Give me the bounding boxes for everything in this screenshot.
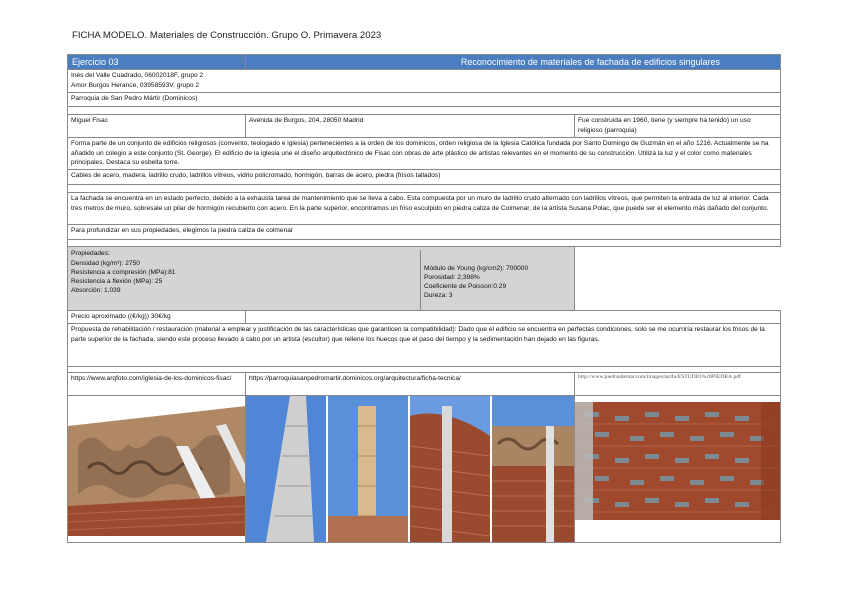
price: Precio aproximado ((€/kg)) 30€/kg: [68, 311, 246, 324]
brick-wall-image: [575, 402, 781, 520]
images-row: [68, 396, 781, 543]
properties-right: [424, 264, 528, 300]
construction-note: Fue construida en 1960, tiene (y siempre ha tenido) un uso religioso (parroquia): [575, 115, 781, 138]
materials-row: [68, 170, 781, 185]
proposal-row: [68, 324, 781, 367]
authors-row: [68, 70, 781, 93]
building-row: [68, 93, 781, 107]
page-title: FICHA MODELO. Materiales de Construcción. Grupo O. Primavera 2023: [72, 30, 382, 41]
properties-heading: Propiedades:: [71, 250, 110, 258]
prop-compression: Resistencia a compresión (MPa):81: [71, 268, 176, 276]
facade-row: [68, 193, 781, 225]
prop-flexion: Resistencia a flexión (MPa): 25: [71, 277, 163, 285]
spacer-row-3: [68, 240, 781, 247]
chosen-material-row: [68, 225, 781, 240]
price-row: [68, 311, 781, 324]
author-1: Inés del Valle Cuadrado, 06002018F, grupo 2: [71, 72, 204, 80]
frieze-image: [68, 406, 245, 536]
spacer-row: [68, 107, 781, 115]
description-row: [68, 138, 781, 170]
prop-hardness: Dureza: 3: [424, 292, 453, 300]
description: Forma parte de un conjunto de edificios religiosos (convento, teologado e iglesia) pertenecientes a la orden de los dominicos, orden religiosa de la Iglesia Católica fundada por Santo Domingo de Guzmán en el año 1216. Actualmente se ha añadido un colegio a este conjunto (St. George). El edificio de la iglesia une el diseño arquitectónico de Fisac con obras de arte plástico de artistas relevantes en el momento de su construcción. Utiliza la luz y el color como materiales principales. Destaca su esbelta torre.: [68, 138, 781, 170]
building-name: Parroquia de San Pedro Mártir (Dominicos): [68, 93, 781, 107]
tower-collage-image: [246, 396, 575, 542]
frieze-photo: [68, 406, 245, 536]
exercise-label: Ejercicio 03: [68, 55, 246, 70]
source-link-2[interactable]: https://parroquiasanpedromartir.dominicos.org/arquitectura/ficha-tecnica/: [249, 375, 461, 383]
header-row: [68, 55, 781, 70]
facade-description: La fachada se encuentra en un estado perfecto, debido a la exhausta tarea de mantenimiento que se lleva a cabo. Esta compuesta por un muro de ladrillo crudo alternado con ladrillos vítreos, que permiten la entrada de luz al interior. Cada tres metros de muro, sobresale un pilar de hormigón recubierto con acero. En la parte superior, encontramos un friso esculpido en piedra caliza de Colmenar, de la artista Susana Polac, que puede ser el elemento más dañado del conjunto.: [68, 193, 781, 225]
source-link-1[interactable]: https://www.arqfoto.com/iglesia-de-los-dominicos-fisac/: [71, 375, 232, 383]
photo-cell-2: [246, 396, 575, 543]
sources-row: [68, 373, 781, 396]
prop-density: Densidad (kg/m³): 2750: [71, 259, 140, 267]
topic-label: Reconocimiento de materiales de fachada de edificios singulares: [246, 55, 781, 70]
address: Avenida de Burgos, 204, 28050 Madrid: [246, 115, 575, 138]
proposal: Propuesta de rehabilitación / restauración (material a emplear y justificación de las características que garanticen la compatibilidad): Dado que el edificio se encuentra en perfectas condiciones, solo se me ocurriría restaurar los frisos de la parte superior de la fachada, siendo este proceso llevado a cabo por un artista (escultor) que rellene los huecos que el paso del tiempo y la sedimentación han dejado en las figuras.: [68, 324, 781, 367]
properties-divider: [420, 250, 421, 311]
author-2: Amor Burgos Herance, 03958593V, grupo 2: [71, 81, 200, 89]
prop-poisson: Coeficiente de Poisson:0.29: [424, 283, 507, 291]
materials: Cables de acero, madera, ladrillo crudo, ladrillos vítreos, vidrio policromado, hormigón, barras de acero, piedra (frisos tallados): [68, 170, 781, 185]
spacer-row-2: [68, 185, 781, 193]
source-link-3[interactable]: http://www.piedrasdemar.com/images/tarifa/ESTUDIO%20PIEDRA.pdf: [578, 374, 741, 381]
photo-cell-3: [575, 396, 781, 543]
info-row: [68, 115, 781, 138]
photo-cell-1: [68, 396, 246, 543]
prop-young: Módulo de Young (kg/cm2): 700000: [424, 265, 529, 272]
architect: Miguel Fisac: [68, 115, 246, 138]
brick-wall-photo: [575, 402, 780, 520]
prop-porosity: Porosidad: 2,398%: [424, 274, 480, 282]
chosen-material: Para profundizar en sus propiedades, elegimos la piedra caliza de colmenar: [68, 225, 781, 240]
prop-absorption: Absorción: 1,039: [71, 286, 121, 294]
